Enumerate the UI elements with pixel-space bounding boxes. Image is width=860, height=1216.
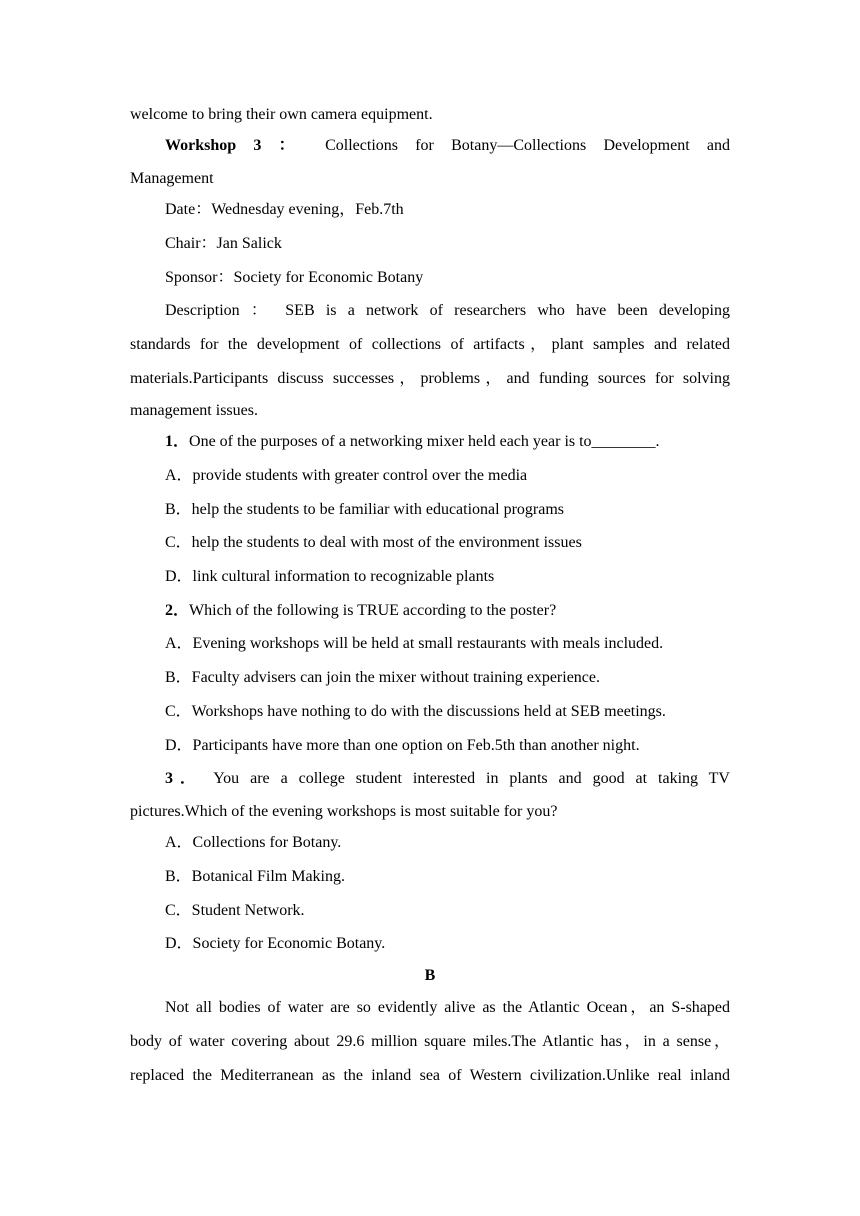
workshop-3-title-text: Collections for Botany—Collections Development and [325,137,730,154]
question-3-stem-cont: pictures.Which of the evening workshops is most suitable for you? [130,803,558,820]
question-3-number: 3． [165,770,203,787]
question-2-option-c: C．Workshops have nothing to do with the discussions held at SEB meetings. [165,703,666,720]
workshop-3-chair: Chair：Jan Salick [165,235,282,252]
workshop-3-description-line: management issues. [130,402,258,419]
question-2-text: Which of the following is TRUE according to the poster? [189,602,557,619]
question-3-option-d: D．Society for Economic Botany. [165,935,386,952]
section-b-line: body of water covering about 29.6 million square miles.The Atlantic has，in a sense， [130,1033,731,1050]
section-b-heading: B [424,967,436,984]
workshop-3-title [165,134,730,158]
question-3-text: You are a college student interested in plants and good at taking TV [213,770,730,787]
question-3-stem [165,767,730,791]
question-2-option-a: A．Evening workshops will be held at small restaurants with meals included. [165,635,664,652]
workshop-3-description-line: standards for the development of collections of artifacts，plant samples and related [130,336,730,353]
question-3-option-c: C．Student Network. [165,902,305,919]
section-b-line: replaced the Mediterranean as the inland sea of Western civilization.Unlike real inland [130,1067,730,1084]
workshop-3-sponsor: Sponsor：Society for Economic Botany [165,269,424,286]
question-1-option-a: A．provide students with greater control over the media [165,467,528,484]
workshop-3-description-line: materials.Participants discuss successes，problems，and funding sources for solving [130,370,730,387]
workshop-3-description-line: Description ： SEB is a network of researchers who have been developing [165,302,730,319]
question-2-option-b: B．Faculty advisers can join the mixer without training experience. [165,669,600,686]
workshop-3-label: Workshop 3 ： [165,137,308,154]
question-2-stem [165,599,730,623]
workshop-3-title-cont: Management [130,170,214,187]
question-1-number: 1． [165,433,190,450]
paragraph-line: welcome to bring their own camera equipment. [130,106,433,123]
question-2-option-d: D．Participants have more than one option on Feb.5th than another night. [165,737,640,754]
section-b-line: Not all bodies of water are so evidently alive as the Atlantic Ocean，an S‑shaped [165,999,730,1016]
question-1-stem [165,430,730,454]
question-1-text: One of the purposes of a networking mixer held each year is to________. [189,433,660,450]
question-3-option-a: A．Collections for Botany. [165,834,342,851]
question-1-option-d: D．link cultural information to recognizable plants [165,568,495,585]
question-3-option-b: B．Botanical Film Making. [165,868,345,885]
question-2-number: 2． [165,602,190,619]
workshop-3-date: Date：Wednesday evening，Feb.7th [165,201,404,218]
question-1-option-b: B．help the students to be familiar with educational programs [165,501,565,518]
question-1-option-c: C．help the students to deal with most of the environment issues [165,534,582,551]
